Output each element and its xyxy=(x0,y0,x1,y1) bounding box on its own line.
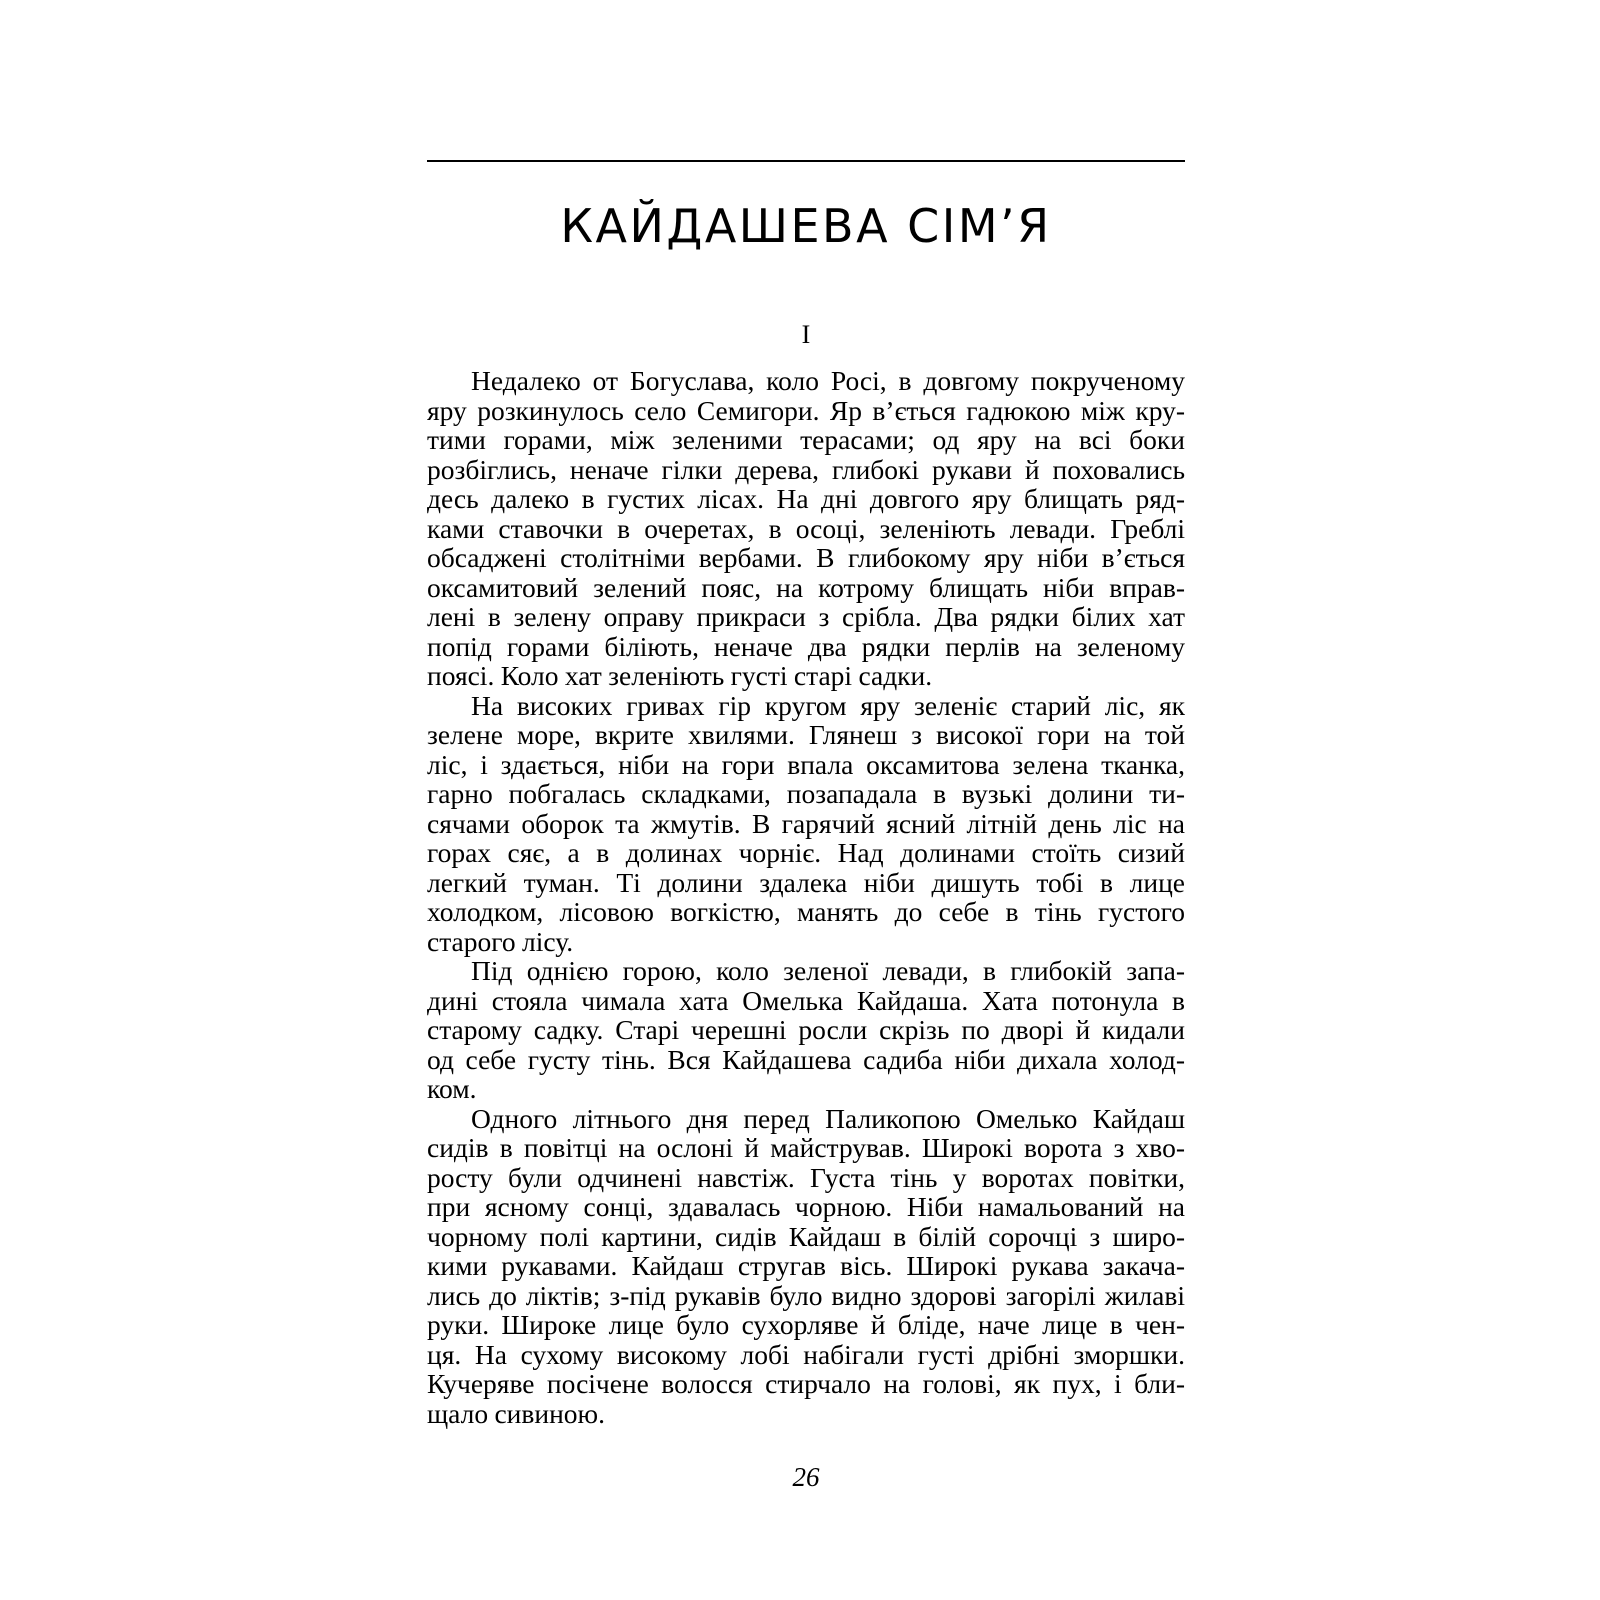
body-text xyxy=(427,366,1185,1428)
text-line: розбіглись, неначе гілки дерева, глибокі рукави й поховались xyxy=(427,453,1185,485)
text-line: сячами оборок та жмутів. В гарячий ясний літній день ліс на xyxy=(427,807,1185,839)
text-line: кими рукавами. Кайдаш стругав вісь. Широкі рукава закача- xyxy=(427,1250,1185,1281)
text-line: холодком, лісовою вогкістю, манять до себе в тінь густого xyxy=(427,896,1185,927)
text-line: Одного літнього дня перед Паликопою Омелько Кайдаш xyxy=(471,1102,1185,1134)
text-line: чорному полі картини, сидів Кайдаш в білій сорочці з широ- xyxy=(427,1220,1185,1252)
text-line: ками ставочки в очеретах, в осоці, зеленіють левади. Греблі xyxy=(427,512,1185,544)
header-rule xyxy=(427,160,1185,162)
text-line: росту були одчинені навстіж. Густа тінь у воротах повітки, xyxy=(427,1161,1185,1193)
text-line: од себе густу тінь. Вся Кайдашева садиба ніби дихала холод- xyxy=(427,1043,1185,1075)
text-line: обсаджені столітніми вербами. В глибокому яру ніби в’ється xyxy=(427,542,1185,573)
text-line: лені в зелену оправу прикраси з срібла. Два рядки білих хат xyxy=(427,601,1185,632)
text-line: тими горами, між зеленими терасами; од яру на всі боки xyxy=(427,424,1185,455)
text-line: лись до ліктів; з-під рукавів було видно здорові загорілі жилаві xyxy=(427,1279,1185,1311)
text-line: дині стояла чимала хата Омелька Кайдаша. Хата потонула в xyxy=(427,984,1185,1016)
text-line: руки. Широке лице було сухорляве й бліде, наче лице в чен- xyxy=(427,1309,1185,1340)
text-line: яру розкинулось село Семигори. Яр в’ється гадюкою між кру- xyxy=(427,394,1185,426)
text-line: оксамитовий зелений пояс, на котрому блищать ніби вправ- xyxy=(427,571,1185,603)
text-line: попід горами біліють, неначе два рядки перлів на зеленому xyxy=(427,630,1185,662)
text-line: поясі. Коло хат зеленіють густі старі садки. xyxy=(427,660,933,691)
story-title: КАЙДАШЕВА СІМ’Я xyxy=(560,199,1052,253)
text-line: при ясному сонці, здавалась чорною. Ніби намальований на xyxy=(427,1191,1185,1222)
text-line: сидів в повітці на ослоні й майстрував. Широкі ворота з хво- xyxy=(427,1132,1185,1163)
text-line: горах сяє, а в долинах чорніє. Над долинами стоїть сизий xyxy=(427,837,1185,868)
text-line: зелене море, вкрите хвилями. Глянеш з високої гори на той xyxy=(427,719,1185,750)
text-line: ліс, і здається, ніби на гори впала оксамитова зелена тканка, xyxy=(427,748,1185,780)
text-line: легкий туман. Ті долини здалека ніби дишуть тобі в лице xyxy=(427,866,1185,898)
text-line: ком. xyxy=(427,1073,477,1104)
text-line: Кучеряве посічене волосся стирчало на голові, як пух, і бли- xyxy=(427,1368,1185,1399)
text-line: Під однією горою, коло зеленої левади, в глибокій запа- xyxy=(471,955,1185,986)
text-line: гарно побгалась складками, позападала в вузькі долини ти- xyxy=(427,778,1185,809)
text-line: На високих гривах гір кругом яру зеленіє старий ліс, як xyxy=(471,689,1185,721)
text-line: десь далеко в густих лісах. На дні довгого яру блищать ряд- xyxy=(427,483,1185,514)
text-line: Недалеко от Богуслава, коло Росі, в довгому покрученому xyxy=(471,365,1185,396)
text-line: старого лісу. xyxy=(427,925,574,957)
chapter-number: I xyxy=(801,320,811,349)
text-line: щало сивиною. xyxy=(427,1397,605,1429)
text-line: старому садку. Старі черешні росли скрізь по дворі й кидали xyxy=(427,1014,1185,1045)
page-number: 26 xyxy=(792,1462,820,1492)
text-line: ця. На сухому високому лобі набігали густі дрібні зморшки. xyxy=(427,1338,1185,1370)
